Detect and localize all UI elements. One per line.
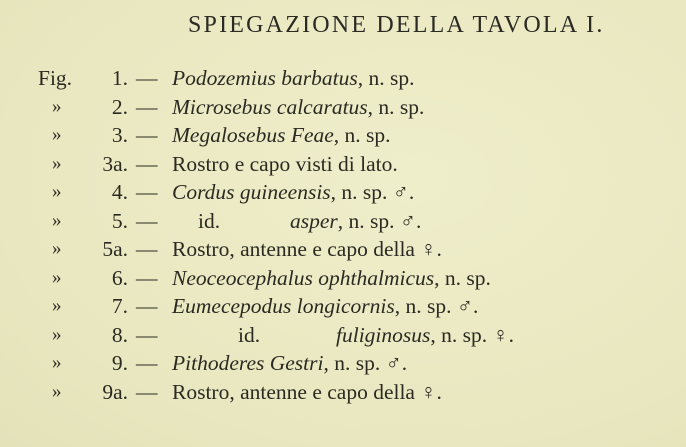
figure-dash: —: [136, 294, 158, 318]
figure-dash: —: [136, 265, 158, 290]
figure-number: 2.: [111, 94, 128, 119]
figure-description: Rostro e capo visti di lato.: [172, 151, 398, 176]
figure-dash: —: [136, 180, 158, 204]
figure-prefix: »: [52, 266, 62, 288]
figure-number: 3a.: [102, 151, 128, 176]
figure-dash: —: [136, 66, 158, 90]
figure-row: [0, 264, 686, 293]
figure-row: [0, 121, 686, 150]
figure-description: [172, 64, 415, 93]
species-name: Megalosebus Feae: [172, 123, 334, 147]
figure-dash: —: [136, 322, 158, 347]
figure-description: [172, 264, 491, 293]
figure-number: 3.: [111, 123, 128, 147]
species-suffix: , n. sp.: [333, 123, 391, 147]
idem-label: id.: [198, 208, 221, 233]
species-name: Cordus guineensis: [172, 180, 331, 204]
idem-label: id.: [238, 322, 261, 347]
figure-description: [172, 292, 478, 321]
figure-row: [0, 207, 686, 236]
figure-prefix: »: [52, 380, 62, 402]
figure-description: Rostro, antenne e capo della ♀.: [172, 379, 442, 404]
figure-list: [0, 64, 686, 406]
figure-description: [172, 121, 391, 150]
species-name: fuliginosus: [336, 322, 431, 347]
figure-prefix: »: [52, 95, 62, 117]
figure-row: [0, 150, 686, 179]
figure-dash: —: [136, 94, 158, 119]
figure-row: [0, 378, 686, 407]
figure-prefix: »: [52, 124, 62, 145]
species-suffix: , n. sp.: [434, 265, 491, 290]
figure-dash: —: [136, 237, 158, 261]
figure-number: 9.: [111, 351, 128, 375]
figure-row: [0, 93, 686, 122]
figure-number: 4.: [111, 180, 128, 204]
figure-description: Rostro, antenne e capo della ♀.: [172, 237, 442, 261]
figure-number: 5.: [111, 208, 128, 233]
figure-prefix: »: [52, 352, 62, 373]
figure-row: [0, 178, 686, 207]
figure-number: 7.: [111, 294, 128, 318]
species-suffix: , n. sp. ♀.: [430, 322, 515, 347]
figure-number: 9a.: [102, 379, 128, 404]
figure-dash: —: [136, 151, 158, 176]
figure-row: [0, 64, 686, 93]
figure-description: [172, 93, 424, 122]
species-name: Eumecepodus longicornis: [172, 294, 395, 318]
figure-dash: —: [136, 208, 158, 233]
figure-number: 6.: [111, 265, 128, 290]
species-suffix: , n. sp. ♂.: [394, 294, 479, 318]
figure-description: [172, 178, 414, 207]
species-name: Neoceocephalus ophthalmicus: [172, 265, 435, 290]
figure-row: [0, 235, 686, 264]
page-title: SPIEGAZIONE DELLA TAVOLA I.: [188, 12, 605, 38]
species-suffix: , n. sp.: [357, 66, 415, 90]
species-name: Podozemius barbatus: [172, 66, 358, 90]
figure-description: [290, 207, 421, 236]
figure-prefix: »: [52, 295, 62, 316]
figure-dash: —: [136, 123, 158, 147]
figure-description: [336, 321, 514, 350]
species-name: Microsebus calcaratus: [172, 94, 368, 119]
figure-dash: —: [136, 379, 158, 404]
figure-prefix: »: [52, 181, 62, 202]
figure-row: [0, 321, 686, 350]
species-suffix: , n. sp. ♂.: [337, 208, 422, 233]
figure-number: 8.: [111, 322, 128, 347]
figure-prefix: »: [52, 323, 62, 345]
figure-dash: —: [136, 351, 158, 375]
figure-row: [0, 292, 686, 321]
figure-row: [0, 349, 686, 378]
figure-number: 1.: [111, 66, 128, 90]
species-suffix: , n. sp. ♂.: [330, 180, 415, 204]
figure-prefix: »: [52, 209, 62, 231]
species-name: Pithoderes Gestri: [172, 351, 324, 375]
figure-prefix: »: [52, 152, 62, 174]
figure-description: [172, 349, 407, 378]
species-name: asper: [290, 208, 338, 233]
figure-number: 5a.: [102, 237, 128, 261]
species-suffix: , n. sp. ♂.: [323, 351, 408, 375]
figure-prefix: »: [52, 238, 62, 259]
figure-prefix: Fig.: [38, 66, 73, 90]
species-suffix: , n. sp.: [367, 94, 425, 119]
